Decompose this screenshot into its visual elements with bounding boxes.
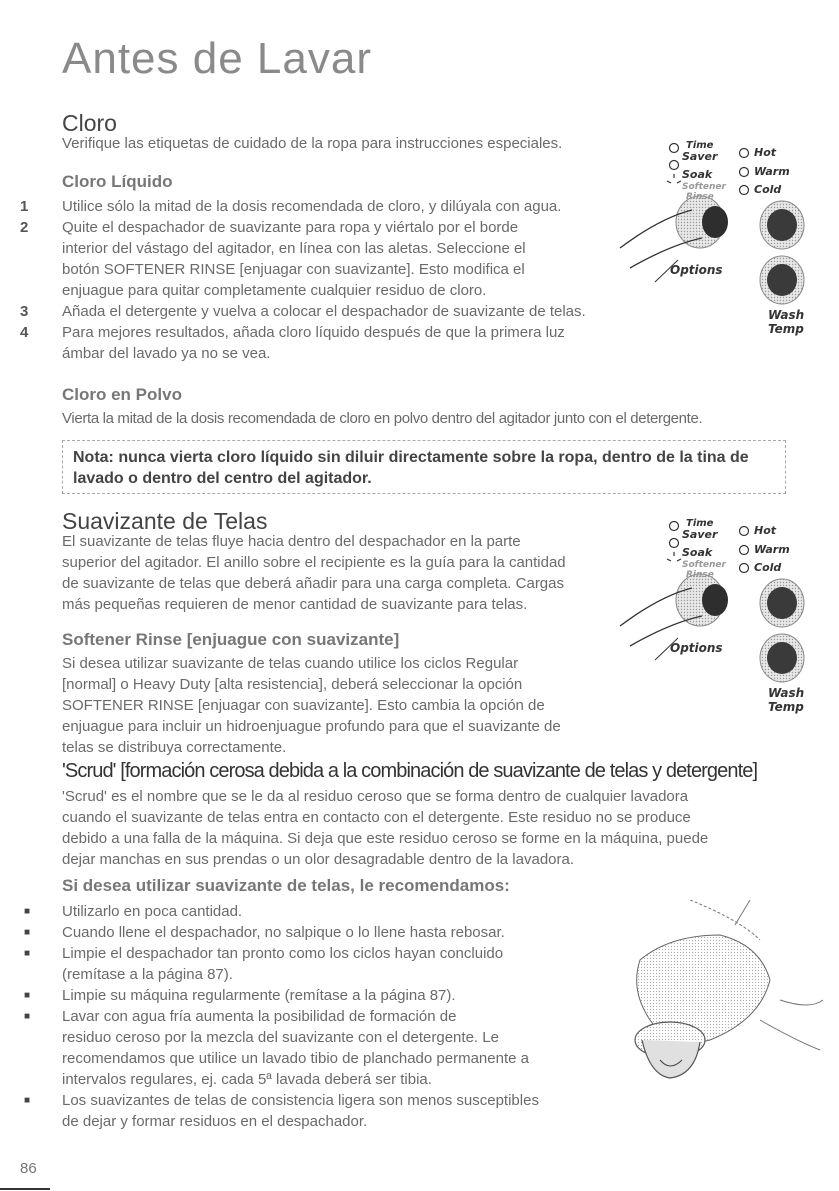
rinse-label: Rinse: [686, 570, 714, 580]
para-line: El suavizante de telas fluye hacia dentro del despachador en la parte: [62, 533, 521, 550]
step-number: 3: [20, 303, 29, 320]
cloro-heading: Cloro: [62, 110, 117, 136]
time-saver-label: Saver: [682, 528, 718, 541]
list-item: [20, 985, 660, 1006]
bullet-icon: ■: [24, 927, 31, 938]
para-line: superior del agitador. El anillo sobre el recipiente es la guía para la cantidad: [62, 554, 566, 571]
list-item-text: de dejar y formar residuos en el despachador.: [62, 1113, 368, 1130]
recommend-heading: Si desea utilizar suavizante de telas, le recomendamos:: [62, 876, 510, 895]
warning-note: [62, 440, 786, 494]
bullet-icon: ■: [24, 1011, 31, 1022]
softener-rinse-body: [62, 653, 561, 758]
step-text: interior del vástago del agitador, en línea con las aletas. Seleccione el: [62, 240, 526, 257]
list-item-text: (remítase a la página 87).: [62, 966, 233, 983]
para-line: de suavizante de telas que deberá añadir para una carga completa. Cargas: [62, 575, 564, 592]
recommend-list: [20, 901, 660, 1132]
step-text: Para mejores resultados, añada cloro líquido después de que la primera luz: [62, 324, 565, 341]
step-text: ámbar del lavado ya no se vea.: [62, 345, 271, 362]
soak-label: Soak: [682, 546, 713, 559]
options-label: Options: [670, 263, 723, 277]
step-text: enjuague para quitar completamente cualquier residuo de cloro.: [62, 282, 487, 299]
step-text: Añada el detergente y vuelva a colocar el despachador de suavizante de telas.: [62, 303, 586, 320]
list-item-text: Utilizarlo en poca cantidad.: [62, 903, 243, 920]
step-4: [20, 322, 620, 364]
bullet-icon: ■: [24, 990, 31, 1001]
warm-label: Warm: [754, 543, 790, 556]
list-item-text: intervalos regulares, ej. cada 5ª lavada deberá ser tibia.: [62, 1071, 432, 1088]
list-item: [20, 901, 660, 922]
step-2: [20, 217, 620, 301]
list-item-text: Limpie su máquina regularmente (remítase a la página 87).: [62, 987, 456, 1004]
list-item-text: recomendamos que utilice un lavado tibio de planchado permanente a: [62, 1050, 529, 1067]
bullet-icon: ■: [24, 1095, 31, 1106]
step-number: 2: [20, 219, 29, 236]
cloro-polvo-text: Vierta la mitad de la dosis recomendada de cloro en polvo dentro del agitador junto con el detergente.: [62, 410, 703, 427]
control-panel-illustration-1: [560, 140, 820, 340]
softener-label: Softener: [682, 182, 726, 192]
time-saver-label: Time: [686, 140, 714, 151]
list-item: [20, 922, 660, 943]
hot-label: Hot: [754, 146, 777, 159]
para-line: SOFTENER RINSE [enjuagar con suavizante]. Esto cambia la opción de: [62, 697, 545, 714]
para-line: Si desea utilizar suavizante de telas cuando utilice los ciclos Regular: [62, 655, 519, 672]
list-item-text: Lavar con agua fría aumenta la posibilidad de formación de: [62, 1008, 457, 1025]
soak-label: Soak: [682, 168, 713, 181]
softener-label: Softener: [682, 560, 726, 570]
page-number: 86: [20, 1160, 37, 1177]
list-item: [20, 943, 660, 985]
suavizante-body: [62, 531, 566, 615]
list-item: [20, 1090, 660, 1132]
para-line: dejar manchas en sus prendas o un olor desagradable dentro de la lavadora.: [62, 851, 575, 868]
cloro-intro: Verifique las etiquetas de cuidado de la ropa para instrucciones especiales.: [62, 135, 563, 152]
bullet-icon: ■: [24, 906, 31, 917]
cloro-polvo-heading: Cloro en Polvo: [62, 385, 182, 404]
cloro-steps: [20, 196, 620, 364]
cold-label: Cold: [754, 183, 782, 196]
step-text: Quite el despachador de suavizante para ropa y viértalo por el borde: [62, 219, 519, 236]
para-line: más pequeñas requieren de menor cantidad de suavizante para telas.: [62, 596, 528, 613]
hot-label: Hot: [754, 524, 777, 537]
para-line: 'Scrud' es el nombre que se le da al residuo ceroso que se forma dentro de cualquier lavadora: [62, 788, 689, 805]
temp-label: Temp: [768, 322, 804, 336]
dispenser-hand-illustration: [610, 900, 825, 1090]
step-text: botón SOFTENER RINSE [enjuagar con suavizante]. Esto modifica el: [62, 261, 525, 278]
para-line: cuando el suavizante de telas entra en contacto con el detergente. Este residuo no se produce: [62, 809, 691, 826]
time-saver-label: Saver: [682, 150, 718, 163]
list-item-text: residuo ceroso por la mezcla del suavizante con el detergente. Le: [62, 1029, 499, 1046]
dispenser-graphic: [610, 900, 825, 1090]
scrud-body: [62, 786, 708, 870]
bottom-rule: [0, 1188, 50, 1190]
scrud-heading: 'Scrud' [formación cerosa debida a la combinación de suavizante de telas y detergente]: [62, 760, 758, 782]
time-saver-label: Time: [686, 518, 714, 529]
para-line: debido a una falla de la máquina. Si deja que este residuo ceroso se forme en la máquina, puede: [62, 830, 709, 847]
warm-label: Warm: [754, 165, 790, 178]
bullet-icon: ■: [24, 948, 31, 959]
temp-label: Temp: [768, 700, 804, 714]
list-item-text: Los suavizantes de telas de consistencia ligera son menos susceptibles: [62, 1092, 539, 1109]
step-number: 1: [20, 198, 29, 215]
note-line: lavado o dentro del centro del agitador.: [73, 470, 372, 487]
para-line: telas se distribuya correctamente.: [62, 739, 287, 756]
rinse-label: Rinse: [686, 192, 714, 202]
note-line: Nota: nunca vierta cloro líquido sin diluir directamente sobre la ropa, dentro de la tina de: [73, 449, 749, 466]
control-panel-illustration-2: [560, 518, 820, 718]
cloro-liquido-heading: Cloro Líquido: [62, 172, 173, 191]
step-3: [20, 301, 620, 322]
para-line: enjuague para incluir un hidroenjuague profundo para que el suavizante de: [62, 718, 561, 735]
step-text: Utilice sólo la mitad de la dosis recomendada de cloro, y dilúyala con agua.: [62, 198, 562, 215]
suavizante-heading: Suavizante de Telas: [62, 508, 268, 534]
wash-label: Wash: [768, 308, 805, 322]
step-number: 4: [20, 324, 29, 341]
options-label: Options: [670, 641, 723, 655]
list-item-text: Cuando llene el despachador, no salpique o lo llene hasta rebosar.: [62, 924, 505, 941]
page-title: Antes de Lavar: [62, 34, 372, 83]
list-item-text: Limpie el despachador tan pronto como los ciclos hayan concluido: [62, 945, 504, 962]
step-1: [20, 196, 620, 217]
list-item: [20, 1006, 660, 1090]
softener-rinse-heading: Softener Rinse [enjuague con suavizante]: [62, 630, 400, 649]
wash-label: Wash: [768, 686, 805, 700]
cold-label: Cold: [754, 561, 782, 574]
para-line: [normal] o Heavy Duty [alta resistencia], deberá seleccionar la opción: [62, 676, 523, 693]
